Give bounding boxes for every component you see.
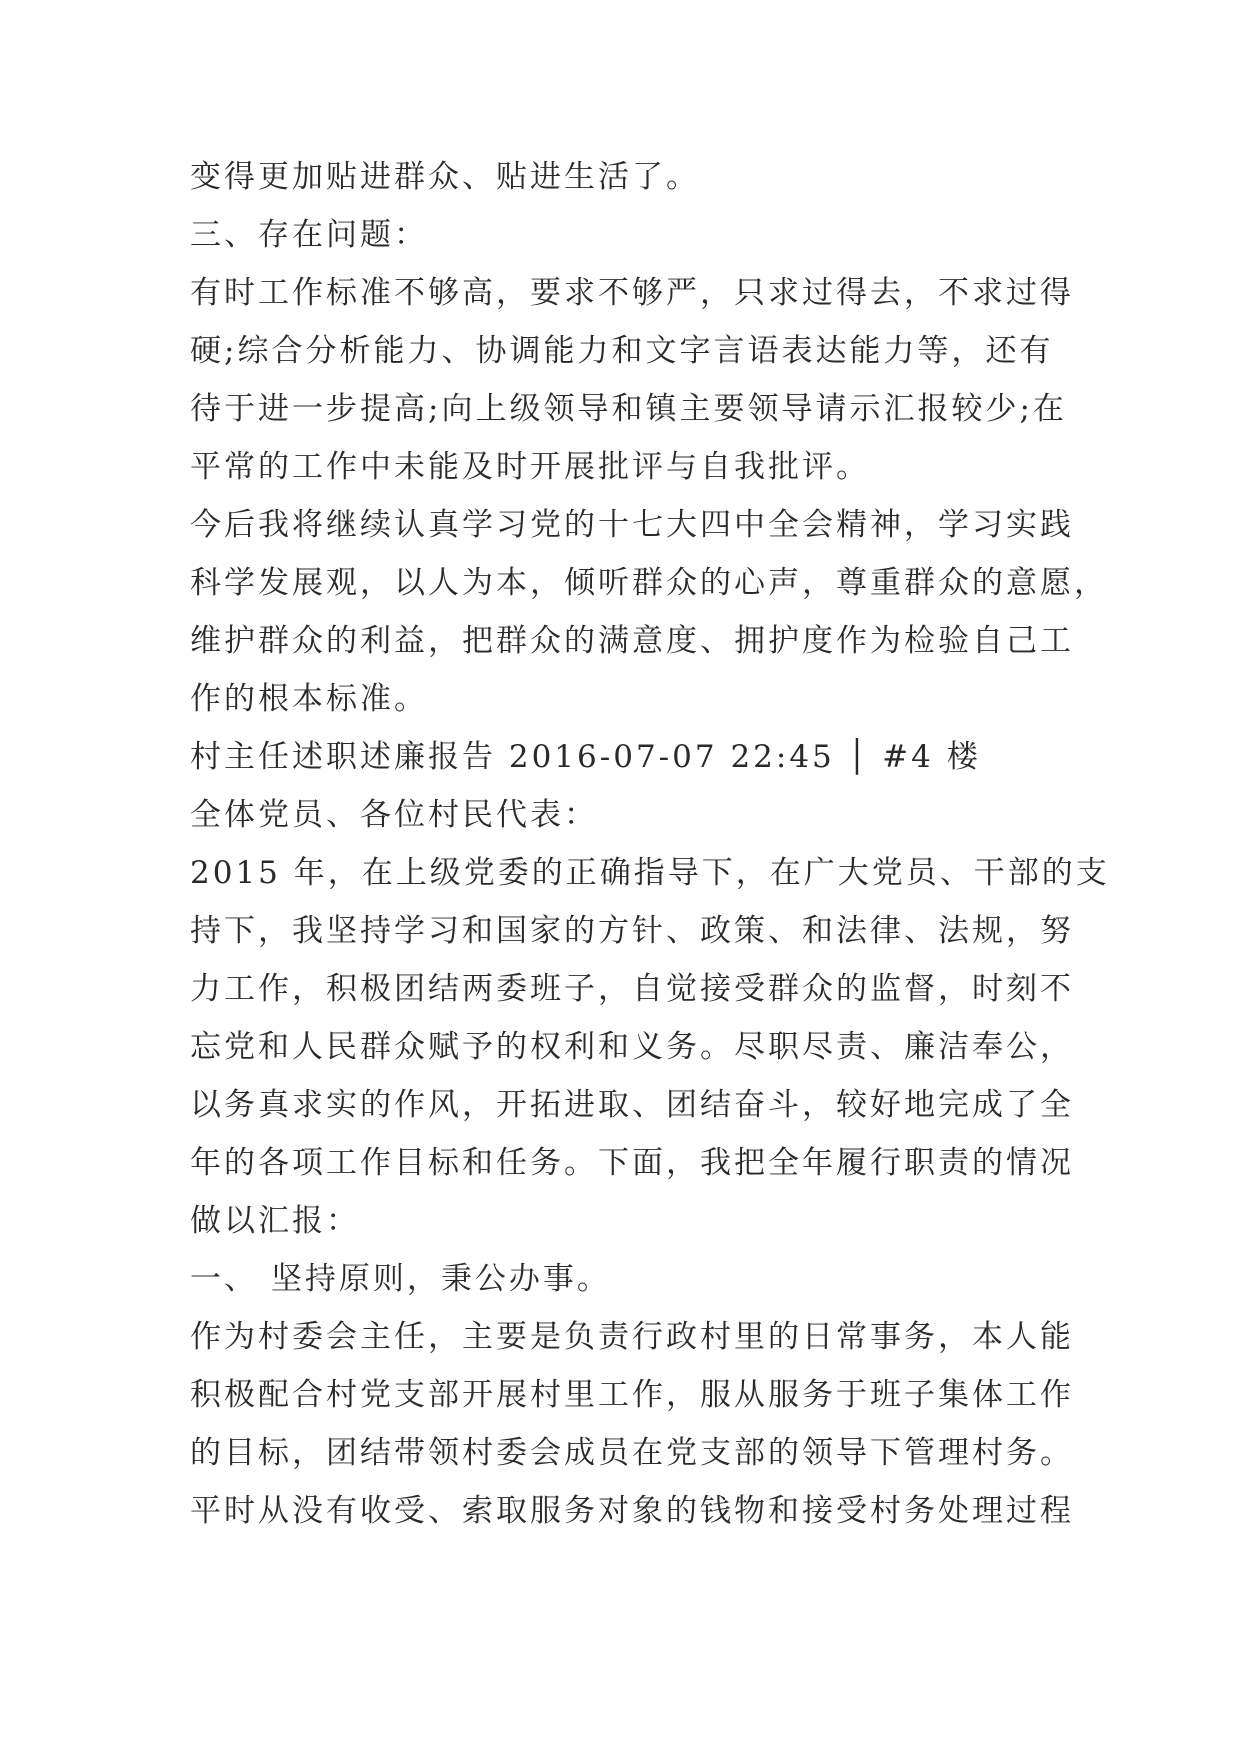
text-line: 有时工作标准不够高，要求不够严，只求过得去，不求过得 <box>190 275 1074 311</box>
post-header: 村主任述职述廉报告 2016-07-07 22:45 │ #4 楼 <box>190 739 981 775</box>
text-line: 平常的工作中未能及时开展批评与自我批评。 <box>190 449 870 485</box>
text-line: 做以汇报： <box>190 1203 360 1239</box>
text-line: 年的各项工作目标和任务。下面，我把全年履行职责的情况 <box>190 1145 1074 1181</box>
document-body <box>190 148 1110 1540</box>
text-line: 维护群众的利益，把群众的满意度、拥护度作为检验自己工 <box>190 623 1074 659</box>
text-line: 以务真求实的作风，开拓进取、团结奋斗，较好地完成了全 <box>190 1087 1074 1123</box>
text-line: 积极配合村党支部开展村里工作，服从服务于班子集体工作 <box>190 1377 1074 1413</box>
text-line: 待于进一步提高;向上级领导和镇主要领导请示汇报较少;在 <box>190 391 1067 427</box>
text-line: 作为村委会主任，主要是负责行政村里的日常事务，本人能 <box>190 1319 1074 1355</box>
text-line: 的目标，团结带领村委会成员在党支部的领导下管理村务。 <box>190 1435 1074 1471</box>
text-line: 忘党和人民群众赋予的权利和义务。尽职尽责、廉洁奉公， <box>190 1029 1074 1065</box>
section-heading: 一、 坚持原则，秉公办事。 <box>190 1261 611 1297</box>
text-line: 今后我将继续认真学习党的十七大四中全会精神，学习实践 <box>190 507 1074 543</box>
section-heading: 三、存在问题： <box>190 217 428 253</box>
text-line: 持下，我坚持学习和国家的方针、政策、和法律、法规，努 <box>190 913 1074 949</box>
text-line: 变得更加贴进群众、贴进生活了。 <box>190 159 700 195</box>
text-line: 2015 年，在上级党委的正确指导下，在广大党员、干部的支 <box>190 855 1110 891</box>
text-line: 力工作，积极团结两委班子，自觉接受群众的监督，时刻不 <box>190 971 1074 1007</box>
text-line: 科学发展观，以人为本，倾听群众的心声，尊重群众的意愿， <box>190 565 1108 601</box>
text-line: 平时从没有收受、索取服务对象的钱物和接受村务处理过程 <box>190 1493 1074 1529</box>
text-line: 硬;综合分析能力、协调能力和文字言语表达能力等，还有 <box>190 333 1054 369</box>
salutation: 全体党员、各位村民代表： <box>190 797 598 833</box>
text-line: 作的根本标准。 <box>190 681 428 717</box>
